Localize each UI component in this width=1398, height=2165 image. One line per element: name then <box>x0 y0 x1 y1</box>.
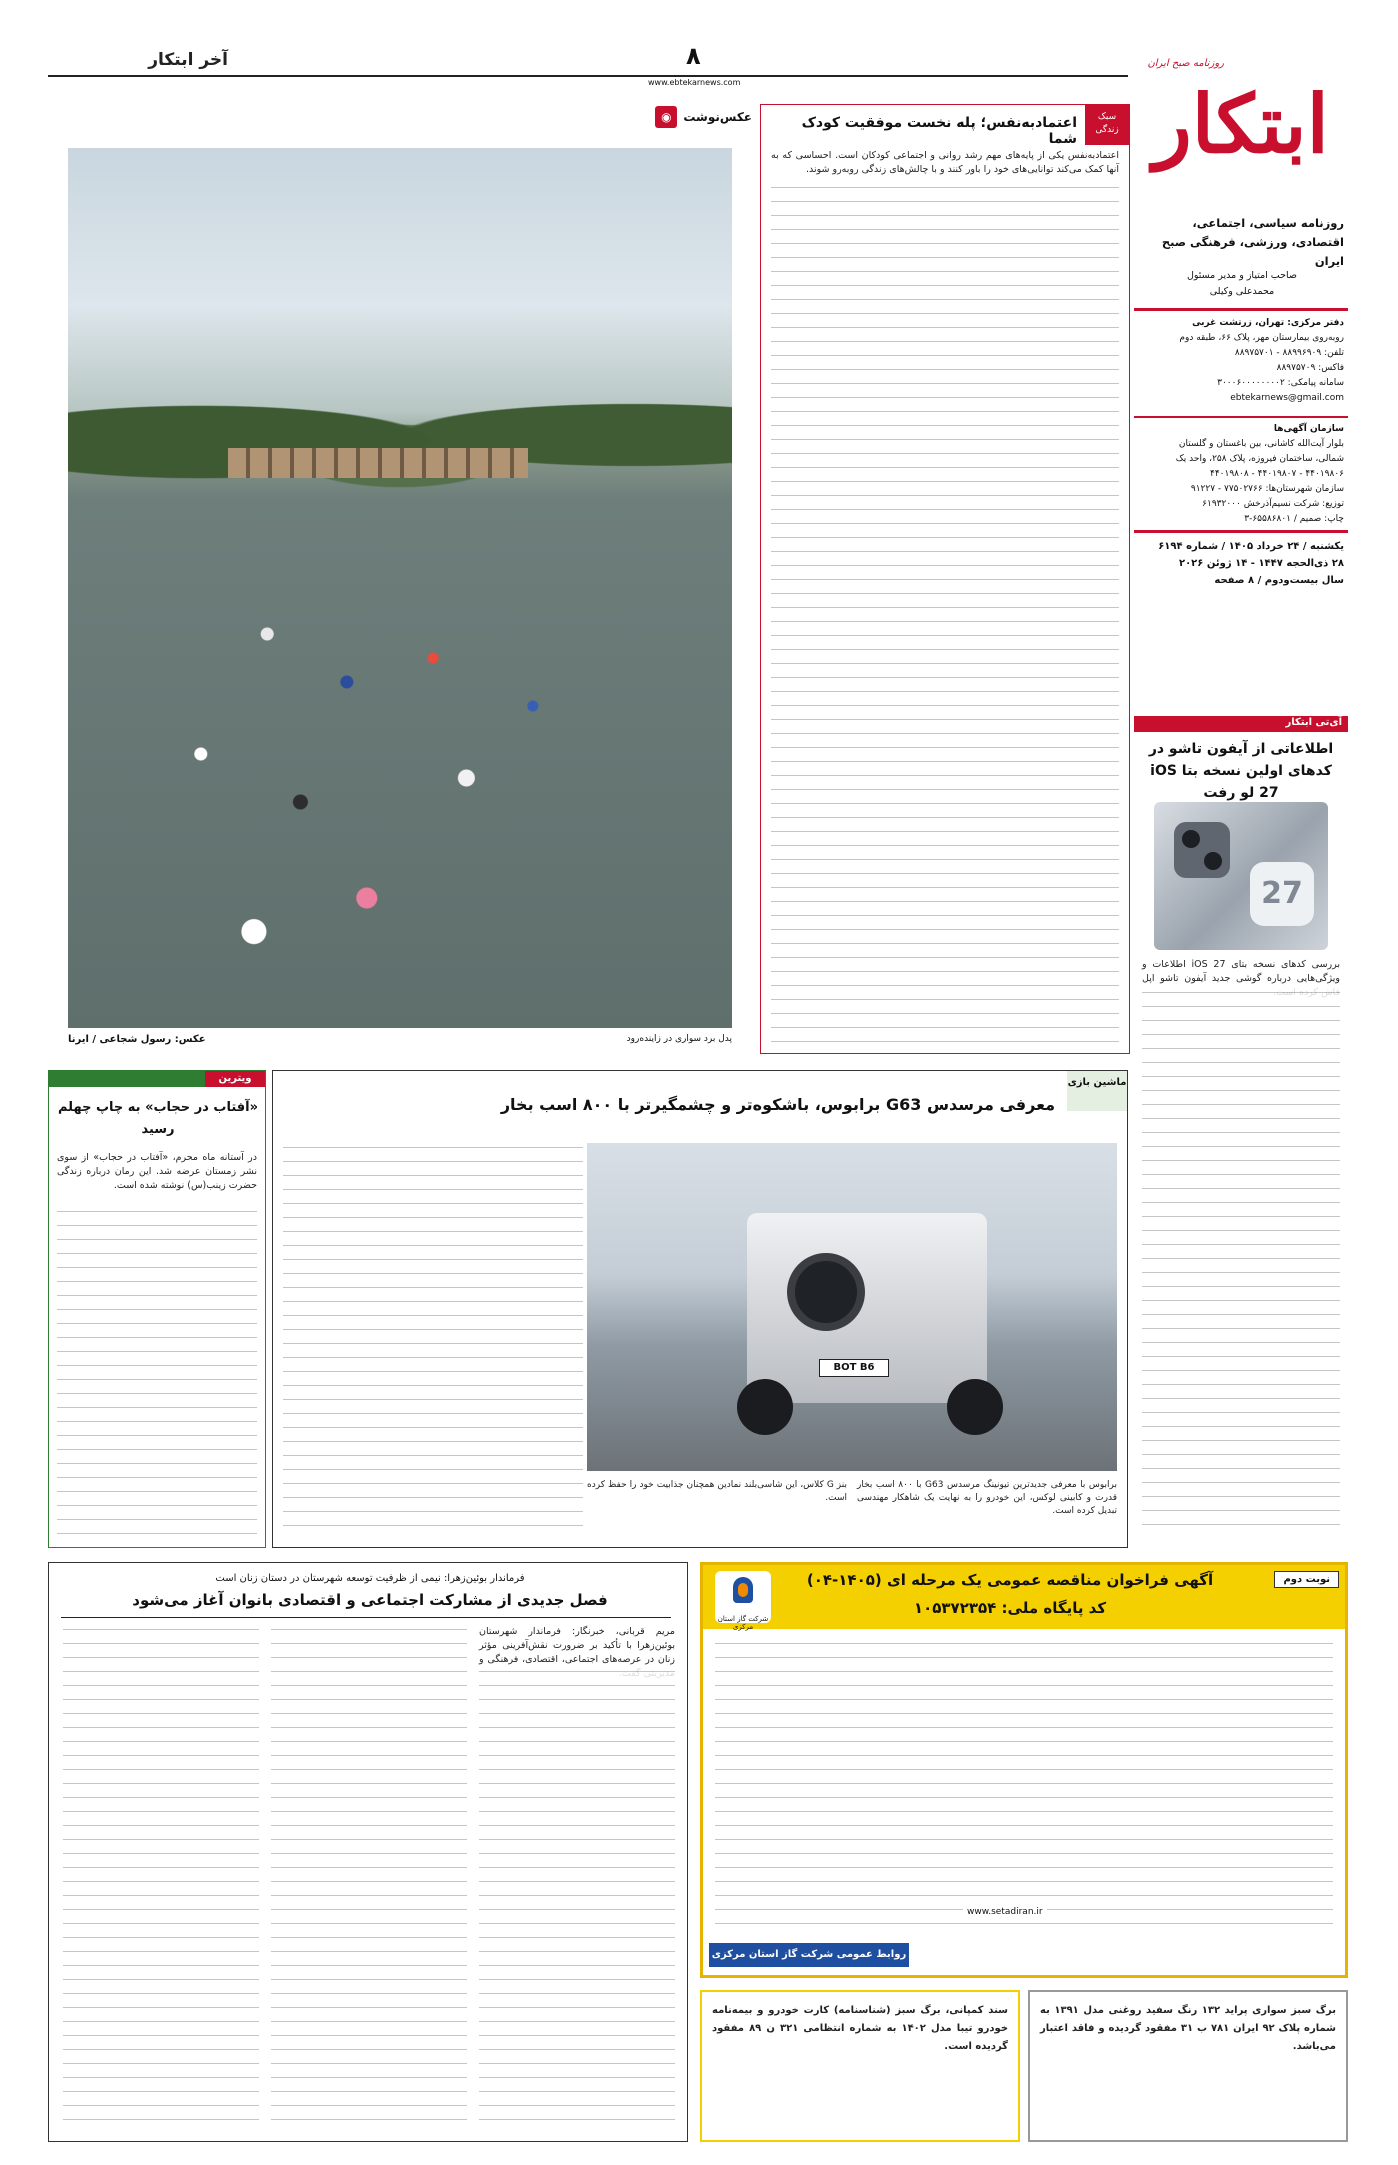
books-body <box>57 1207 257 1541</box>
lifestyle-kicker-box <box>1085 105 1129 145</box>
car-body <box>283 1143 583 1539</box>
section-title: آخر ابتکار <box>148 50 228 70</box>
ad-badge: نوبت دوم <box>1274 1571 1339 1588</box>
women-body-col2 <box>271 1625 467 2133</box>
photo-caption-right: پدل برد سواری در زاینده‌رود <box>626 1034 732 1044</box>
camera-icon: ◉ <box>655 106 677 128</box>
ad-body <box>715 1639 1333 1935</box>
header-rule <box>48 75 1128 77</box>
lifestyle-headline: اعتمادبه‌نفس؛ پله نخست موفقیت کودک شما <box>801 115 1077 147</box>
ads-info <box>1140 422 1344 527</box>
ads-line: شمالی، ساختمان فیروزه، پلاک ۲۵۸، واحد یک <box>1175 454 1344 464</box>
lifestyle-body-intro: اعتمادبه‌نفس یکی از پایه‌های مهم رشد روانی و اجتماعی کودکان است. احساسی که به آنها کمک می‌کند توانایی‌های خود را باور کنند و با چالش‌های زندگی روبه‌رو شوند. <box>771 150 1119 175</box>
camera-module-icon <box>1174 822 1230 878</box>
car-kicker: ماشین بازی <box>1067 1077 1127 1088</box>
ad-org: شرکت گاز استان مرکزی <box>717 1615 769 1631</box>
car-kicker-box <box>1067 1071 1127 1111</box>
masthead <box>1134 44 1348 714</box>
ads-title: سازمان آگهی‌ها <box>1273 424 1344 434</box>
women-article <box>48 1562 688 2142</box>
office-title: دفتر مرکزی: تهران، زرتشت غربی <box>1192 318 1344 328</box>
women-kicker: فرماندار بوئین‌زهرا: نیمی از ظرفیت توسعه شهرستان در دستان زنان است <box>215 1573 525 1584</box>
page-number: ۸ <box>686 42 701 70</box>
ads-line: ۴۴۰۱۹۸۰۶ - ۴۴۰۱۹۸۰۷ - ۴۴۰۱۹۸۰۸ <box>1210 469 1344 479</box>
tech-headline: اطلاعاتی از آیفون تاشو در کدهای اولین نسخه بتا iOS 27 لو رفت <box>1148 741 1334 801</box>
date-hijri-gregorian: ۲۸ ذی‌الحجه ۱۴۴۷ - ۱۴ ژوئن ۲۰۲۶ <box>1178 558 1344 569</box>
lifestyle-article <box>760 104 1130 1054</box>
masthead-subtitle: روزنامه سیاسی، اجتماعی، اقتصادی، ورزشی، فرهنگی صبح ایران <box>1161 216 1344 268</box>
women-body-col1 <box>479 1667 675 2133</box>
iphone-image <box>1154 802 1328 950</box>
tech-kicker: آی‌تی ابتکار <box>1285 717 1342 728</box>
office-sms: سامانه پیامکی: ۳۰۰۰۶۰۰۰۰۰۰۰۰۲ <box>1217 378 1344 388</box>
license-plate: BOT B6 <box>819 1359 889 1377</box>
ad-footer: روابط عمومی شرکت گاز استان مرکزی <box>709 1943 909 1967</box>
wheel-icon <box>737 1379 793 1435</box>
bridge <box>228 448 528 478</box>
ads-line: سازمان شهرستان‌ها: ۷۷۵۰۲۷۶۶ - ۹۱۲۲۷ <box>1190 484 1344 494</box>
date-block <box>1140 538 1344 589</box>
photo-caption-left: عکس: رسول شجاعی / ایرنا <box>68 1034 206 1045</box>
car-photo <box>587 1143 1117 1471</box>
date-year: سال بیست‌ودوم / ۸ صفحه <box>1214 575 1344 586</box>
site-url: www.ebtekarnews.com <box>648 78 741 87</box>
tender-ad <box>700 1562 1348 1978</box>
masthead-owner-name: محمدعلی وکیلی <box>1209 286 1275 297</box>
car-caption-left: بنز G کلاس، این شاسی‌بلند نمادین همچنان جذابیت خود را حفظ کرده است. <box>587 1480 847 1503</box>
lifestyle-kicker: سبک زندگی <box>1095 112 1119 135</box>
women-body-intro: مریم قربانی، خبرنگار: فرماندار شهرستان بوئین‌زهرا با تأکید بر ضرورت نقش‌آفرینی مؤثر زنان در عرصه‌های اجتماعی، اقتصادی، فرهنگی و <box>479 1626 675 1665</box>
office-address: روبه‌روی بیمارستان مهر، پلاک ۶۶، طبقه دوم <box>1179 333 1344 343</box>
masthead-tagline: روزنامه صبح ایران <box>1147 58 1224 69</box>
date-jalali: یکشنبه / ۲۴ خرداد ۱۴۰۵ / شماره ۶۱۹۴ <box>1158 541 1344 552</box>
car-caption-right: برابوس با معرفی جدیدترین تیونینگ مرسدس G63 با ۸۰۰ اسب بخار قدرت و کابینی لوکس، این خودرو را به نهایت یک شاهکار مهندسی تبدیل کرده است. <box>857 1480 1117 1516</box>
office-fax: فاکس: ۸۸۹۷۵۷۰۹ <box>1276 363 1344 373</box>
ad-title: آگهی فراخوان مناقصه عمومی یک مرحله ای (۱۴۰۵-۰۴) <box>806 1571 1214 1589</box>
page-header <box>48 44 1128 94</box>
books-kicker-box <box>205 1071 265 1087</box>
lost-doc-box <box>1028 1990 1348 2142</box>
ad-website[interactable]: www.setadiran.ir <box>963 1907 1047 1917</box>
spare-tire-icon <box>787 1253 865 1331</box>
office-phone: تلفن: ۸۸۹۹۶۹۰۹ - ۸۸۹۷۵۷۰۱ <box>1234 348 1344 358</box>
masthead-logo: ابتکار <box>1153 77 1329 171</box>
ads-line: توزیع: شرکت نسیم‌آذرخش ۶۱۹۳۲۰۰۰ <box>1202 499 1344 509</box>
tech-body-intro: بررسی کدهای نسخه بتای iOS 27 اطلاعات و ویژگی‌هایی درباره گوشی جدید آیفون تاشو اپل <box>1142 959 1340 984</box>
ads-line: چاپ: صمیم / ۶۵۵۸۶۸۰۱-۳ <box>1244 514 1344 524</box>
photo-essay-title: عکس‌نوشت <box>683 110 752 124</box>
river-photo <box>68 148 732 1028</box>
lost-doc-box <box>700 1990 1020 2142</box>
ads-line: بلوار آیت‌الله کاشانی، بین باغستان و گلستان <box>1178 439 1344 449</box>
lost-doc-text: سند کمپانی، برگ سبز (شناسنامه) کارت خودرو و بیمه‌نامه خودرو تیبا مدل ۱۴۰۲ به شماره انتظامی ۳۲۱ ن ۸۹ مفقود گردیده است. <box>712 2005 1009 2052</box>
car-article <box>272 1070 1128 1548</box>
photo-essay-label <box>655 104 752 130</box>
paddlers <box>68 538 732 1018</box>
tech-article <box>1134 716 1348 1536</box>
books-article <box>48 1070 266 1548</box>
ad-code: کد پایگاه ملی: ۱۰۵۳۷۲۳۵۴ <box>913 1599 1107 1617</box>
masthead-owner: صاحب امتیاز و مدیر مسئول <box>1187 270 1297 281</box>
ios27-logo-icon: 27 <box>1250 862 1314 926</box>
books-headline: «آفتاب در حجاب» به چاپ چهلم رسید <box>57 1100 258 1137</box>
women-headline: فصل جدیدی از مشارکت اجتماعی و اقتصادی بانوان آغاز می‌شود <box>132 1591 608 1609</box>
lost-doc-text: برگ سبز سواری پراید ۱۳۲ رنگ سفید روغنی مدل ۱۳۹۱ به شماره پلاک ۹۲ ایران ۷۸۱ ب ۳۱ مفقود گردیده و فاقد اعتبار می‌باشد. <box>1040 2005 1336 2052</box>
wheel-icon <box>947 1379 1003 1435</box>
books-body-intro: در آستانه ماه محرم، «آفتاب در حجاب» از سوی نشر زمستان عرضه شد. این رمان درباره زندگی حضرت زینب(س) نوشته شده است. <box>57 1152 257 1191</box>
books-kicker: ویترین <box>218 1073 252 1084</box>
lifestyle-body <box>771 183 1119 1043</box>
women-body-col3 <box>63 1625 259 2133</box>
office-info <box>1140 316 1344 406</box>
office-email[interactable]: ebtekarnews@gmail.com <box>1230 393 1344 403</box>
ad-header <box>703 1565 1345 1629</box>
photo-essay <box>48 104 752 1054</box>
car-headline: معرفی مرسدس G63 برابوس، باشکوه‌تر و چشمگیرتر با ۸۰۰ اسب بخار <box>500 1095 1055 1114</box>
tech-body <box>1142 988 1340 1528</box>
